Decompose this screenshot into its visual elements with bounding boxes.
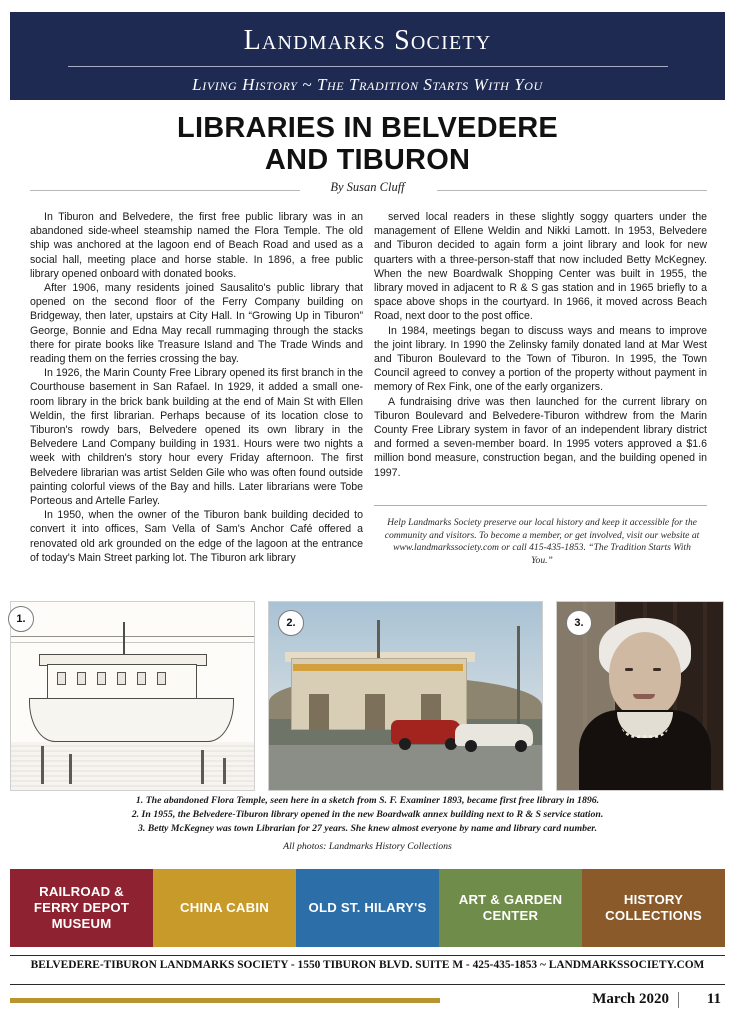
site-block-china-cabin[interactable]: CHINA CABIN bbox=[153, 869, 296, 947]
site-blocks bbox=[10, 869, 725, 947]
portrait-necklace bbox=[621, 724, 669, 738]
portrait-face bbox=[609, 632, 681, 718]
paragraph: In 1950, when the owner of the Tiburon bank building decided to convert it into offices, Sam Vella of Sam's Anchor Café offered a renovated old ark grounded on the edge of the lagoon at the entrance of today's Main Street parking lot. The Tiburon ark library bbox=[30, 509, 363, 564]
photo-boardwalk-library bbox=[268, 601, 543, 791]
page-title bbox=[60, 112, 675, 177]
portrait-eye bbox=[625, 668, 633, 671]
paragraph: A fundraising drive was then launched for the current library on Tiburon Boulevard and Belvedere-Tiburon withdrew from the Marin County Free Library system in favor of an independent library district and formed a seven-member board. In 1995 voters approved a $1.6 million bond measure, construction began, and the building opened in 1997. bbox=[374, 395, 707, 479]
photo-pole bbox=[517, 626, 520, 736]
masthead bbox=[10, 12, 725, 100]
photo-wheel bbox=[465, 740, 477, 752]
sketch-window bbox=[57, 672, 66, 685]
paragraph: In 1926, the Marin County Free Library opened its first branch in the Courthouse basement in San Rafael. In 1929, it added a small one-room library in the brick bank building at the end of Main St with Ellen Weldin, the first librarian. Perhaps because of its location close to Tiburon's rowdy bars, Belvedere opened its own library in the Belvedere Land Company building in 1931. Hours were two nights a week with children's story hour every Friday afternoon. The first Belvedere librarian was artist Selden Gile who was often found outside painting colorful views of the Bay and hills. Later librarians were Tobe Porteous and Artelle Farley. bbox=[30, 367, 363, 508]
photo-wheel bbox=[399, 738, 411, 750]
paragraph: After 1906, many residents joined Sausalito's public library that opened on the second floor of the Ferry Company building on Bridgeway, then later, upstairs at City Hall. In “Growing Up in Tiburon” George, Bonnie and Edna May recall rummaging through the stacks there for pirate books like Treasure Island and The Trade Winds and reading them on the ferries crossing the bay. bbox=[30, 282, 363, 366]
photo-flora-temple-sketch bbox=[10, 601, 255, 791]
caption-1: 1. The abandoned Flora Temple, seen here in a sketch from S. F. Examiner 1893, became first free library in 1896. bbox=[135, 795, 600, 806]
sketch-window bbox=[137, 672, 146, 685]
footer-separator bbox=[678, 992, 679, 1008]
masthead-divider bbox=[68, 66, 668, 67]
caption-2: 2. In 1955, the Belvedere-Tiburon library opened in the new Boardwalk annex building next to R & S service station. bbox=[131, 809, 604, 820]
sketch-horizon bbox=[11, 636, 254, 637]
photo-doorway bbox=[365, 694, 385, 730]
site-block-art-garden-center[interactable]: ART & GARDEN CENTER bbox=[439, 869, 582, 947]
sketch-horizon-2 bbox=[11, 642, 254, 643]
sketch-mast bbox=[123, 622, 125, 656]
body-column-left bbox=[30, 210, 363, 565]
portrait-eye bbox=[653, 668, 661, 671]
sketch-window bbox=[97, 672, 106, 685]
notice-divider bbox=[374, 505, 707, 506]
photo-doorway bbox=[309, 694, 329, 730]
sketch-piling bbox=[41, 746, 44, 784]
sketch-window bbox=[77, 672, 86, 685]
photo-road bbox=[269, 745, 542, 790]
site-block-railroad-ferry-depot-museum[interactable]: RAILROAD & FERRY DEPOT MUSEUM bbox=[10, 869, 153, 947]
photo-wheel bbox=[515, 740, 527, 752]
footer-contact: BELVEDERE-TIBURON LANDMARKS SOCIETY - 1550 TIBURON BLVD. SUITE M - 425-435-1853 ~ LANDMARKSSOCIETY.COM bbox=[30, 959, 705, 971]
membership-notice: Help Landmarks Society preserve our local history and keep it accessible for the community and visitors. To become a member, or get involved, visit our website at www.landmarkssociety.com or call 415-435-1853. “The Tradition Starts With You.” bbox=[384, 517, 700, 566]
sketch-piling bbox=[69, 754, 72, 784]
masthead-title: Landmarks Society bbox=[243, 25, 492, 56]
footer-accent-bar bbox=[10, 998, 440, 1003]
sketch-piling bbox=[223, 758, 226, 784]
sketch-window bbox=[157, 672, 166, 685]
sketch-piling bbox=[201, 750, 204, 784]
page-number: 11 bbox=[706, 991, 721, 1007]
footer-divider-top bbox=[10, 955, 725, 956]
photo-badge: 3. bbox=[566, 610, 592, 636]
photo-badge: 2. bbox=[278, 610, 304, 636]
paragraph: In 1984, meetings began to discuss ways and means to improve the joint library. In 1990 the Zelinsky family donated land at Mar West and Tiburon Boulevard to the Town of Tiburon. In 1995, the Town Council agreed to convey a portion of the property without payment in memory of Rex Fink, one of the early organizers. bbox=[374, 324, 707, 394]
paragraph: served local readers in these slightly soggy quarters under the management of Ellene Weldin and Nikki Lamott. In 1953, Belvedere and Tiburon decided to again form a joint library and look for new quarters with a three-person-staff that now included Betty McKegney. When the new Boardwalk Shopping Center was built in 1955, the library moved in adjacent to R & S gas station and in 1965 briefly to a space above shops in the courtyard. In 1966, it moved across Beach Road, next door to the post office. bbox=[374, 211, 707, 323]
photo-building-stripe bbox=[293, 664, 463, 671]
issue-date: March 2020 bbox=[592, 991, 669, 1007]
sketch-window bbox=[117, 672, 126, 685]
paragraph: In Tiburon and Belvedere, the first free public library was in an abandoned side-wheel steamship named the Flora Temple. The old ship was anchored at the lagoon end of Beach Road and used as a social hall, meeting place and horse stable. In 1896, a free public library opened onboard with donated books. bbox=[30, 211, 363, 280]
photo-credit: All photos: Landmarks History Collections bbox=[283, 841, 452, 852]
footer-divider-bottom bbox=[10, 984, 725, 985]
byline: By Susan Cluff bbox=[330, 180, 405, 194]
portrait-mouth bbox=[633, 694, 655, 699]
headline-line-2: AND TIBURON bbox=[264, 144, 471, 177]
sketch-water bbox=[11, 742, 254, 790]
photo-captions bbox=[60, 794, 675, 854]
caption-3: 3. Betty McKegney was town Librarian for 27 years. She knew almost everyone by name and library card number. bbox=[137, 823, 598, 834]
sketch-hull bbox=[29, 698, 234, 742]
site-block-history-collections[interactable]: HISTORY COLLECTIONS bbox=[582, 869, 725, 947]
body-column-right bbox=[374, 210, 707, 480]
site-block-old-st-hilarys[interactable]: OLD ST. HILARY'S bbox=[296, 869, 439, 947]
headline-line-1: LIBRARIES IN BELVEDERE bbox=[177, 112, 558, 144]
photo-pole bbox=[377, 620, 380, 658]
masthead-subtitle: Living History ~ The Tradition Starts With You bbox=[192, 74, 543, 94]
photo-badge: 1. bbox=[8, 606, 34, 632]
